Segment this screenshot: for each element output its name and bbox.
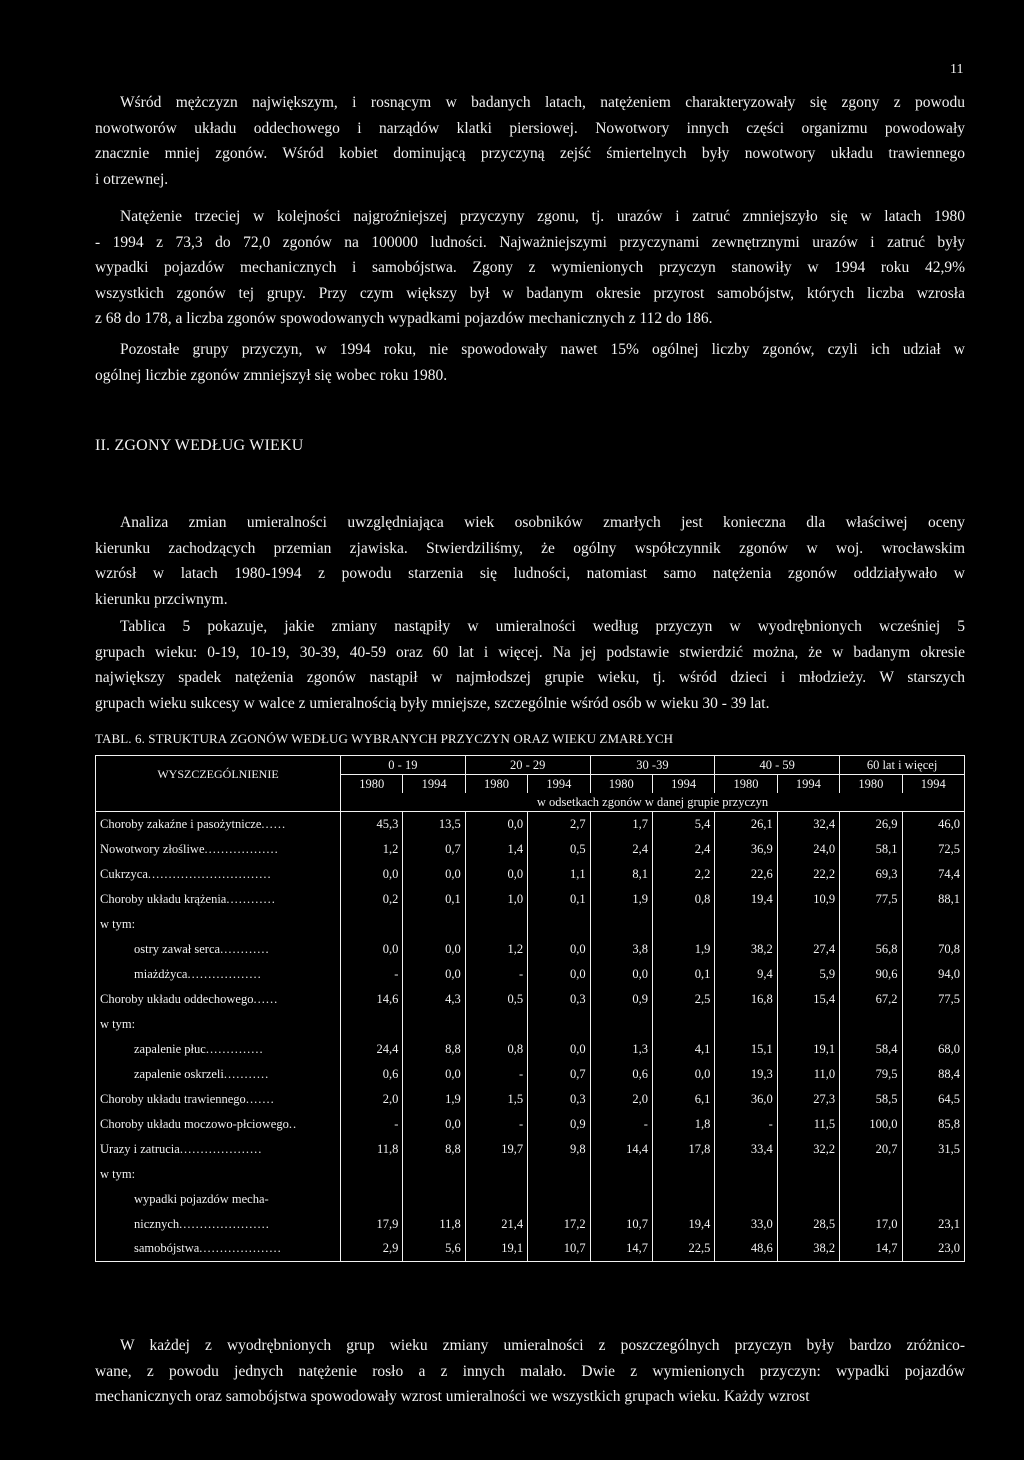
table-cell: - <box>341 962 403 987</box>
text-line: z 68 do 178, a liczba zgonów spowodowanych wypadkami pojazdów mechanicznych z 112 do 186. <box>95 310 713 327</box>
table-cell: 23,0 <box>902 1237 964 1262</box>
table-cell: 10,7 <box>528 1237 590 1262</box>
row-label <box>96 937 341 962</box>
table-cell: - <box>341 1112 403 1137</box>
table-cell: 0,3 <box>528 1087 590 1112</box>
table-row <box>96 837 965 862</box>
leader-dots: .................... <box>179 1141 263 1156</box>
table-cell: 88,4 <box>902 1062 964 1087</box>
age-group-header: 30 -39 <box>590 756 715 775</box>
table-cell: 28,5 <box>777 1212 839 1237</box>
table-cell <box>590 1187 652 1212</box>
table-cell: 38,2 <box>777 1237 839 1262</box>
year-header: 1980 <box>715 775 777 794</box>
table-row <box>96 887 965 912</box>
table-cell: 0,6 <box>341 1062 403 1087</box>
row-label <box>96 1162 341 1187</box>
row-label-text: wypadki pojazdów mecha- <box>134 1191 269 1206</box>
table-cell: 16,8 <box>715 987 777 1012</box>
section-heading: II. ZGONY WEDŁUG WIEKU <box>95 437 304 454</box>
row-label <box>96 1037 341 1062</box>
paragraph-6 <box>95 1333 965 1410</box>
table-cell: 6,1 <box>652 1087 714 1112</box>
row-label-text: Urazy i zatrucia <box>100 1141 180 1156</box>
table-row <box>96 1237 965 1262</box>
table-cell: 64,5 <box>902 1087 964 1112</box>
row-label <box>96 837 341 862</box>
row-label <box>96 862 341 887</box>
text-line: grupach wieku: 0-19, 10-19, 30-39, 40-59 oraz 60 lat i więcej. Na jej podstawie stwierdzić można, że w badanym okresie <box>95 643 965 661</box>
table-cell: 5,9 <box>777 962 839 987</box>
table-cell: 1,2 <box>341 837 403 862</box>
table-cell: 1,8 <box>652 1112 714 1137</box>
row-label <box>96 1137 341 1162</box>
table-cell: 5,4 <box>652 812 714 837</box>
data-table <box>95 755 965 1262</box>
row-label-text: nicznych <box>134 1216 180 1231</box>
table-row <box>96 937 965 962</box>
table-cell: 0,0 <box>590 962 652 987</box>
table-cell: 1,0 <box>465 887 527 912</box>
table-cell: 1,3 <box>590 1037 652 1062</box>
table-cell <box>465 912 527 937</box>
table-cell: 22,5 <box>652 1237 714 1262</box>
year-header: 1994 <box>902 775 964 794</box>
table-cell: 0,0 <box>403 962 465 987</box>
row-label <box>96 1187 341 1212</box>
year-header: 1980 <box>465 775 527 794</box>
age-group-header: 60 lat i więcej <box>840 756 965 775</box>
text-line: kierunku przciwnym. <box>95 590 228 608</box>
table-cell: 17,9 <box>341 1212 403 1237</box>
table-cell: 24,4 <box>341 1037 403 1062</box>
table-cell: 79,5 <box>840 1062 902 1087</box>
table-cell <box>403 912 465 937</box>
table-cell <box>902 1187 964 1212</box>
table-cell: 19,3 <box>715 1062 777 1087</box>
row-label-text: zapalenie płuc <box>134 1041 206 1056</box>
table-cell: 1,9 <box>403 1087 465 1112</box>
leader-dots: .............. <box>205 1041 264 1056</box>
table-cell: - <box>465 962 527 987</box>
table-cell: 2,7 <box>528 812 590 837</box>
table-cell: 17,2 <box>528 1212 590 1237</box>
year-header: 1980 <box>341 775 403 794</box>
table-cell <box>528 1162 590 1187</box>
table-cell: 15,1 <box>715 1037 777 1062</box>
table-row <box>96 1212 965 1237</box>
table-cell <box>465 1012 527 1037</box>
table-cell <box>403 1012 465 1037</box>
table-cell: 94,0 <box>902 962 964 987</box>
table-cell: 26,9 <box>840 812 902 837</box>
row-label <box>96 1237 341 1262</box>
row-label-text: w tym: <box>100 1166 136 1181</box>
row-label <box>96 1062 341 1087</box>
row-label <box>96 887 341 912</box>
table-cell: 22,6 <box>715 862 777 887</box>
table-cell: 19,1 <box>777 1037 839 1062</box>
table-cell: 100,0 <box>840 1112 902 1137</box>
table-cell <box>715 1162 777 1187</box>
table-cell: 36,0 <box>715 1087 777 1112</box>
age-group-header: 20 - 29 <box>465 756 590 775</box>
leader-dots: ............ <box>226 891 276 906</box>
table-row <box>96 862 965 887</box>
table-cell <box>902 1162 964 1187</box>
table-cell: 2,5 <box>652 987 714 1012</box>
table-cell: 15,4 <box>777 987 839 1012</box>
table-cell: 24,0 <box>777 837 839 862</box>
table-cell: 1,9 <box>590 887 652 912</box>
table-cell <box>902 912 964 937</box>
table-row <box>96 1012 965 1037</box>
row-label-text: Choroby układu oddechowego <box>100 991 254 1006</box>
table-cell: 0,0 <box>403 1062 465 1087</box>
table-cell: 0,7 <box>403 837 465 862</box>
table-cell: 0,8 <box>652 887 714 912</box>
text-line: największy spadek natężenia zgonów nastąpił w najmłodszej grupie wieku, tj. wśród dzieci i młodzieży. W starszych <box>95 669 965 686</box>
table-cell: 0,0 <box>403 1112 465 1137</box>
table-cell: 19,1 <box>465 1237 527 1262</box>
table-cell <box>777 1012 839 1037</box>
table-cell: 0,1 <box>652 962 714 987</box>
table-cell: - <box>465 1112 527 1137</box>
table-cell <box>590 1162 652 1187</box>
table-cell <box>777 912 839 937</box>
table-cell <box>715 1012 777 1037</box>
table-cell <box>341 1187 403 1212</box>
table-cell: 0,0 <box>465 862 527 887</box>
table-cell: - <box>715 1112 777 1137</box>
table-cell <box>840 912 902 937</box>
table-cell: 20,7 <box>840 1137 902 1162</box>
year-header: 1994 <box>652 775 714 794</box>
table-row <box>96 812 965 837</box>
row-label <box>96 1212 341 1237</box>
text-line: wypadki pojazdów mechanicznych i samobójstwa. Zgony z wymienionych przyczyn stanowiły w 1994 roku 42,9% <box>95 259 965 276</box>
row-label-text: w tym: <box>100 916 136 931</box>
text-line: kierunku zachodzących przemian zjawiska. Stwierdziliśmy, że ogólny współczynnik zgonów w woj. wrocławskim <box>95 539 965 557</box>
table-cell <box>528 912 590 937</box>
table-cell: 2,2 <box>652 862 714 887</box>
leader-dots: .. <box>288 1116 298 1131</box>
row-label-text: w tym: <box>100 1016 136 1031</box>
table-row <box>96 962 965 987</box>
table-cell: 1,7 <box>590 812 652 837</box>
table-cell: 0,0 <box>528 1037 590 1062</box>
table-cell <box>840 1012 902 1037</box>
text-line: wane, z powodu jednych natężenie rosło a z innych malało. Dwie z wymienionych przyczyn: wypadki pojazdów <box>95 1362 965 1380</box>
table-cell: 14,7 <box>840 1237 902 1262</box>
table-cell: 2,4 <box>590 837 652 862</box>
table-cell <box>403 1162 465 1187</box>
table-cell: 0,0 <box>528 962 590 987</box>
table-cell: 27,3 <box>777 1087 839 1112</box>
age-group-header: 40 - 59 <box>715 756 840 775</box>
paragraph-5 <box>95 614 965 716</box>
table-cell <box>528 1012 590 1037</box>
leader-dots: ...... <box>261 816 287 831</box>
age-group-header: 0 - 19 <box>341 756 466 775</box>
table-row <box>96 1187 965 1212</box>
table-cell: 0,3 <box>528 987 590 1012</box>
table-cell: 85,8 <box>902 1112 964 1137</box>
table-cell: 0,0 <box>403 937 465 962</box>
text-line: Natężenie trzeciej w kolejności najgroźniejszej przyczyny zgonu, tj. urazów i zatruć zmniejszyło się w latach 1980 <box>120 208 965 225</box>
table-cell: 9,8 <box>528 1137 590 1162</box>
table-cell: 58,5 <box>840 1087 902 1112</box>
table-cell: 0,5 <box>528 837 590 862</box>
text-line: Wśród mężczyzn największym, i rosnącym w badanych latach, natężeniem charakteryzowały się zgony z powodu <box>120 94 965 111</box>
text-line: znacznie mniej zgonów. Wśród kobiet dominującą przyczyną zejść śmiertelnych były nowotwory układu trawiennego <box>95 145 965 162</box>
row-header: WYSZCZEGÓLNIENIE <box>96 756 341 794</box>
table-cell: 14,7 <box>590 1237 652 1262</box>
table-cell: 4,3 <box>403 987 465 1012</box>
table-cell: 8,8 <box>403 1037 465 1062</box>
table-cell <box>465 1162 527 1187</box>
table-cell: 32,4 <box>777 812 839 837</box>
table-cell: 9,4 <box>715 962 777 987</box>
table-cell: 74,4 <box>902 862 964 887</box>
table-cell <box>590 912 652 937</box>
table-cell: 1,2 <box>465 937 527 962</box>
table-cell: 11,8 <box>341 1137 403 1162</box>
table-cell: 0,9 <box>590 987 652 1012</box>
table-cell: 0,2 <box>341 887 403 912</box>
table-cell: 14,4 <box>590 1137 652 1162</box>
table-cell: 11,5 <box>777 1112 839 1137</box>
row-label-text: Choroby układu krążenia <box>100 891 227 906</box>
paragraph-3 <box>95 337 965 388</box>
table-cell: 0,8 <box>465 1037 527 1062</box>
table-cell <box>341 1012 403 1037</box>
table-cell: 0,5 <box>465 987 527 1012</box>
table-cell <box>341 1162 403 1187</box>
row-label-text: samobójstwa <box>134 1241 200 1256</box>
leader-dots: .................. <box>187 966 262 981</box>
row-label <box>96 987 341 1012</box>
table-cell: 77,5 <box>902 987 964 1012</box>
table-cell: 0,9 <box>528 1112 590 1137</box>
row-label <box>96 912 341 937</box>
table-cell: 90,6 <box>840 962 902 987</box>
year-header: 1980 <box>590 775 652 794</box>
year-header: 1994 <box>777 775 839 794</box>
table-cell: 1,4 <box>465 837 527 862</box>
table-cell: 14,6 <box>341 987 403 1012</box>
table-row <box>96 1162 965 1187</box>
table-cell: 2,9 <box>341 1237 403 1262</box>
table-cell: 10,9 <box>777 887 839 912</box>
table-cell <box>902 1012 964 1037</box>
year-header: 1994 <box>528 775 590 794</box>
leader-dots: ...... <box>253 991 279 1006</box>
paragraph-4 <box>95 510 965 612</box>
table-cell <box>590 1012 652 1037</box>
page-number: 11 <box>950 62 964 77</box>
table-cell: 0,1 <box>403 887 465 912</box>
table-row <box>96 1112 965 1137</box>
leader-dots: .............................. <box>147 866 272 881</box>
row-label-text: zapalenie oskrzeli <box>134 1066 224 1081</box>
table-cell: 2,0 <box>341 1087 403 1112</box>
table-cell <box>341 912 403 937</box>
table-row <box>96 912 965 937</box>
table-cell: 11,8 <box>403 1212 465 1237</box>
table-cell: 17,8 <box>652 1137 714 1162</box>
row-label-text: Choroby zakaźne i pasożytnicze <box>100 816 262 831</box>
table-cell: 19,7 <box>465 1137 527 1162</box>
year-header: 1994 <box>403 775 465 794</box>
table-cell: 48,6 <box>715 1237 777 1262</box>
table-cell: 13,5 <box>403 812 465 837</box>
table-cell <box>652 1012 714 1037</box>
text-line: Tablica 5 pokazuje, jakie zmiany nastąpiły w umieralności według przyczyn w wyodrębnionych wcześniej 5 <box>120 618 965 635</box>
table-cell: 67,2 <box>840 987 902 1012</box>
text-line: W każdej z wyodrębnionych grup wieku zmiany umieralności z poszczególnych przyczyn były bardzo zróżnico- <box>120 1337 965 1354</box>
table-cell: 46,0 <box>902 812 964 837</box>
text-line: nowotworów układu oddechowego i narządów klatki piersiowej. Nowotwory innych części organizmu powodowały <box>95 119 965 137</box>
leader-dots: ........... <box>223 1066 270 1081</box>
row-label <box>96 1112 341 1137</box>
row-label <box>96 962 341 987</box>
row-label-text: Nowotwory złośliwe <box>100 841 205 856</box>
row-label-text: Cukrzyca <box>100 866 148 881</box>
table-cell: 33,4 <box>715 1137 777 1162</box>
table-cell <box>840 1187 902 1212</box>
table-cell: 1,5 <box>465 1087 527 1112</box>
table-cell: 58,1 <box>840 837 902 862</box>
year-header: 1980 <box>840 775 902 794</box>
table-cell: 32,2 <box>777 1137 839 1162</box>
table-cell <box>652 1187 714 1212</box>
table-cell: 69,3 <box>840 862 902 887</box>
table-cell <box>652 912 714 937</box>
row-label-text: ostry zawał serca <box>134 941 221 956</box>
table-cell: 21,4 <box>465 1212 527 1237</box>
row-label <box>96 812 341 837</box>
paragraph-1 <box>95 90 965 192</box>
table-cell: 1,1 <box>528 862 590 887</box>
table-cell: 88,1 <box>902 887 964 912</box>
table-cell: 31,5 <box>902 1137 964 1162</box>
table-cell <box>465 1187 527 1212</box>
text-line: wszystkich zgonów tej grupy. Przy czym większy był w badanym okresie przyrost samobójstw, których liczba wzrosła <box>95 284 965 302</box>
table-cell <box>715 1187 777 1212</box>
text-line: Analiza zmian umieralności uwzględniająca wiek osobników zmarłych jest konieczna dla właściwej oceny <box>120 514 965 531</box>
table-cell: 70,8 <box>902 937 964 962</box>
table-cell: 56,8 <box>840 937 902 962</box>
table-cell <box>528 1187 590 1212</box>
row-label-text: miażdżyca <box>134 966 188 981</box>
table-cell: - <box>590 1112 652 1137</box>
leader-dots: .................. <box>204 841 279 856</box>
leader-dots: .................... <box>199 1241 282 1256</box>
unit-note: w odsetkach zgonów w danej grupie przyczyn <box>341 793 965 812</box>
table-cell: 22,2 <box>777 862 839 887</box>
table-cell: 0,7 <box>528 1062 590 1087</box>
table-row <box>96 1087 965 1112</box>
table-cell: 0,0 <box>528 937 590 962</box>
table-cell: 0,0 <box>403 862 465 887</box>
table-cell: 19,4 <box>652 1212 714 1237</box>
table-cell: 4,1 <box>652 1037 714 1062</box>
table-cell: 1,9 <box>652 937 714 962</box>
leader-dots: ............ <box>220 941 270 956</box>
table-cell: 27,4 <box>777 937 839 962</box>
table-cell: 0,0 <box>465 812 527 837</box>
table-cell: 23,1 <box>902 1212 964 1237</box>
text-line: - 1994 z 73,3 do 72,0 zgonów na 100000 ludności. Najważniejszymi przyczynami zewnętrznymi urazów i zatruć były <box>95 233 965 251</box>
table-cell: 0,1 <box>528 887 590 912</box>
text-line: wzrósł w latach 1980-1994 z powodu starzenia się ludności, natomiast samo natężenia zgonów oddziaływało w <box>95 565 965 582</box>
table-cell: 26,1 <box>715 812 777 837</box>
table-cell: 0,0 <box>652 1062 714 1087</box>
table-cell: 8,1 <box>590 862 652 887</box>
table-cell: 3,8 <box>590 937 652 962</box>
table-cell: 77,5 <box>840 887 902 912</box>
table-cell <box>777 1162 839 1187</box>
table-row <box>96 1062 965 1087</box>
text-line: mechanicznych oraz samobójstwa spowodowały wzrost umieralności we wszystkich grupach wieku. Każdy wzrost <box>95 1388 810 1405</box>
table-cell: 5,6 <box>403 1237 465 1262</box>
table-cell: 10,7 <box>590 1212 652 1237</box>
table-cell: 0,0 <box>341 862 403 887</box>
text-line: ogólnej liczbie zgonów zmniejszył się wobec roku 1980. <box>95 366 448 384</box>
text-line: Pozostałe grupy przyczyn, w 1994 roku, nie spowodowały nawet 15% ogólnej liczby zgonów, czyli ich udział w <box>120 341 965 358</box>
table-cell <box>715 912 777 937</box>
table-cell: 68,0 <box>902 1037 964 1062</box>
table-cell: 19,4 <box>715 887 777 912</box>
table-cell: 33,0 <box>715 1212 777 1237</box>
table-cell: - <box>465 1062 527 1087</box>
table-title: TABL. 6. STRUKTURA ZGONÓW WEDŁUG WYBRANYCH PRZYCZYN ORAZ WIEKU ZMARŁYCH <box>95 731 674 746</box>
table-cell <box>403 1187 465 1212</box>
row-label-text: Choroby układu trawiennego <box>100 1091 246 1106</box>
table-cell: 2,4 <box>652 837 714 862</box>
leader-dots: ...................... <box>179 1216 270 1231</box>
table-cell <box>777 1187 839 1212</box>
table-cell: 17,0 <box>840 1212 902 1237</box>
row-label <box>96 1087 341 1112</box>
table-row <box>96 1137 965 1162</box>
leader-dots: ....... <box>245 1091 275 1106</box>
table-cell: 58,4 <box>840 1037 902 1062</box>
table-cell: 11,0 <box>777 1062 839 1087</box>
table-cell: 36,9 <box>715 837 777 862</box>
text-line: i otrzewnej. <box>95 170 169 188</box>
row-label <box>96 1012 341 1037</box>
table-cell: 0,0 <box>341 937 403 962</box>
table-cell <box>652 1162 714 1187</box>
text-line: grupach wieku sukcesy w walce z umieralnością były mniejsze, szczególnie wśród osób w wieku 30 - 39 lat. <box>95 694 770 712</box>
table-cell: 72,5 <box>902 837 964 862</box>
table-row <box>96 987 965 1012</box>
table-cell: 2,0 <box>590 1087 652 1112</box>
table-cell: 8,8 <box>403 1137 465 1162</box>
paragraph-2 <box>95 204 965 332</box>
table-cell <box>840 1162 902 1187</box>
table-cell: 0,6 <box>590 1062 652 1087</box>
table-row <box>96 1037 965 1062</box>
table-cell: 45,3 <box>341 812 403 837</box>
row-label-text: Choroby układu moczowo-płciowego <box>100 1116 289 1131</box>
table-cell: 38,2 <box>715 937 777 962</box>
